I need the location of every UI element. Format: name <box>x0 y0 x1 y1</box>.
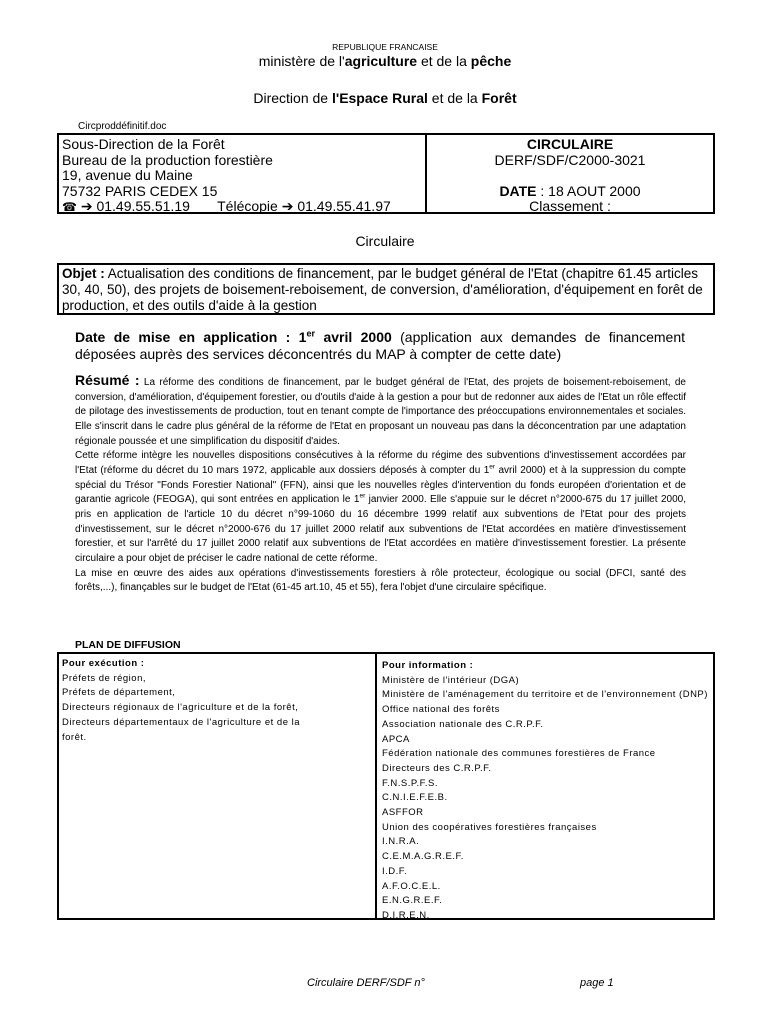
execution-item: Préfets de région, <box>62 672 146 684</box>
sender-line: Bureau de la production forestière <box>62 151 273 168</box>
execution-item: forêt. <box>62 731 87 743</box>
phone-number: 01.49.55.51.19 <box>96 198 190 214</box>
execution-column <box>62 657 367 745</box>
direction-title: Direction de l'Espace Rural et de la Forêt <box>253 90 517 106</box>
page-number: page 1 <box>580 977 614 989</box>
distribution-divider <box>375 654 377 918</box>
information-item: Directeurs des C.R.P.F. <box>382 762 492 774</box>
information-item: I.N.R.A. <box>382 836 420 848</box>
information-item: Ministère de l'intérieur (DGA) <box>382 674 520 686</box>
information-item: C.E.M.A.G.R.E.F. <box>382 851 464 863</box>
circular-title: CIRCULAIRE <box>526 136 614 152</box>
subject-box <box>57 263 715 315</box>
sender-block <box>62 137 391 216</box>
arrow-icon: ➔ <box>80 198 93 214</box>
information-item: ASFFOR <box>382 807 424 819</box>
circular-date: DATE : 18 AOUT 2000 <box>499 182 641 199</box>
information-item: Fédération nationale des communes forestières de France <box>382 748 656 760</box>
subject-label: Objet : <box>62 266 105 281</box>
phone-icon: ☎ <box>62 200 77 214</box>
subject-text: Actualisation des conditions de financement, par le budget général de l'Etat (chapitre 61.45 articles 30, 40, 50), des projets de boisement-reboisement, de conversion, d'amélioration, d'équipement en forêt de production, et des outils d'aide à la gestion <box>62 266 703 313</box>
ministry-title: ministère de l'agriculture et de la pêche <box>258 53 512 69</box>
sender-line: 75732 PARIS CEDEX 15 <box>62 182 218 199</box>
republic-label: REPUBLIQUE FRANCAISE <box>332 42 438 52</box>
header-box <box>57 133 715 214</box>
distribution-table <box>57 652 715 920</box>
summary-section <box>75 373 686 596</box>
sender-line: Sous-Direction de la Forêt <box>62 136 225 152</box>
circular-block <box>427 137 713 215</box>
summary-label: Résumé : <box>75 372 140 388</box>
execution-item: Directeurs régionaux de l'agriculture et de la forêt, <box>62 702 299 714</box>
summary-paragraph: Résumé : La réforme des conditions de financement, par le budget général de l'Etat, des projets de boisement-reboisement, de conversion, d'amélioration, d'équipement forestier, ou d'outils d'aide à la gestion a pour but de redonner aux aides de l'Etat un rôle effectif de pilotage des investissements de production, tout en tenant compte de l'importance des préoccupations environnementales et sociales. Elle s'inscrit dans le cadre plus général de la réforme de l'Etat en proposant un nouveau pas dans la déconcentration par une adaptation régionale poussée et une simplification du dispositif d'aides. <box>75 372 686 447</box>
information-item: Association nationale des C.R.P.F. <box>382 718 544 730</box>
document-heading: Circulaire <box>355 233 415 249</box>
information-item: A.F.O.C.E.L. <box>382 880 441 892</box>
sender-line: 19, avenue du Maine <box>62 167 193 183</box>
filename-label: Circproddéfinitif.doc <box>78 121 167 132</box>
information-column <box>382 659 712 924</box>
information-header: Pour information : <box>382 660 474 671</box>
information-item: D.I.R.E.N. <box>382 909 430 921</box>
summary-paragraph: La mise en œuvre des aides aux opérations d'investissements forestiers à rôle protecteur, écologique ou social (DFCI, santé des forêts,...), finançables sur le budget de l'Etat (61-45 art.10, 45 et 55), fera l'objet d'une circulaire spécifique. <box>75 567 686 594</box>
information-item: C.N.I.E.F.E.B. <box>382 792 448 804</box>
fax-label: Télécopie <box>217 198 278 214</box>
execution-header: Pour exécution : <box>62 658 145 669</box>
execution-item: Directeurs départementaux de l'agriculture et de la <box>62 716 301 728</box>
fax-number: 01.49.55.41.97 <box>297 198 391 214</box>
information-item: E.N.G.R.E.F. <box>382 895 443 907</box>
distribution-title: PLAN DE DIFFUSION <box>75 639 181 651</box>
contact-line <box>62 199 391 216</box>
information-item: Union des coopératives forestières françaises <box>382 821 597 833</box>
footer-reference: Circulaire DERF/SDF n° <box>307 977 425 989</box>
arrow-icon: ➔ <box>281 198 294 214</box>
information-item: F.N.S.P.F.S. <box>382 777 438 789</box>
summary-paragraph: Cette réforme intègre les nouvelles dispositions consécutives à la réforme du régime des subventions d'investissement accordées par l'Etat (réforme du décret du 10 mars 1972, applicable aux dossiers déposés à compter du 1er avril 2000) et à la suppression du compte spécial du Trésor "Fonds Forestier National" (FFN), ainsi que les nouvelles règles d'intervention du fonds européen d'orientation et de garantie agricole (FEOGA), qui sont entrées en application le 1er janvier 2000. Elle s'appuie sur le décret n°2000-675 du 17 juillet 2000, pris en application de l'article 10 du décret n°99-1060 du 16 décembre 1999 relatif aux subventions de l'Etat pour des projets d'investissement, sur le décret n°2000-676 du 17 juillet 2000 relatif aux subventions de l'Etat accordées en matière d'investissement forestier, et sur l'arrêté du 17 juillet 2000 relatif aux subventions de l'Etat accordées en matière d'investissement forestier. La présente circulaire a pour objet de préciser le cadre national de cette réforme. <box>75 450 686 564</box>
information-item: APCA <box>382 733 410 745</box>
information-item: Office national des forêts <box>382 704 500 716</box>
information-item: I.D.F. <box>382 865 408 877</box>
circular-reference: DERF/SDF/C2000-3021 <box>494 151 646 168</box>
execution-item: Préfets de département, <box>62 687 176 699</box>
classement-label: Classement : <box>529 198 611 214</box>
information-item: Ministère de l'aménagement du territoire et de l'environnement (DNP) <box>382 689 708 701</box>
application-date: Date de mise en application : 1er avril 2000 (application aux demandes de financement déposées auprès des services déconcentrés du MAP à compter de cette date) <box>75 328 686 362</box>
